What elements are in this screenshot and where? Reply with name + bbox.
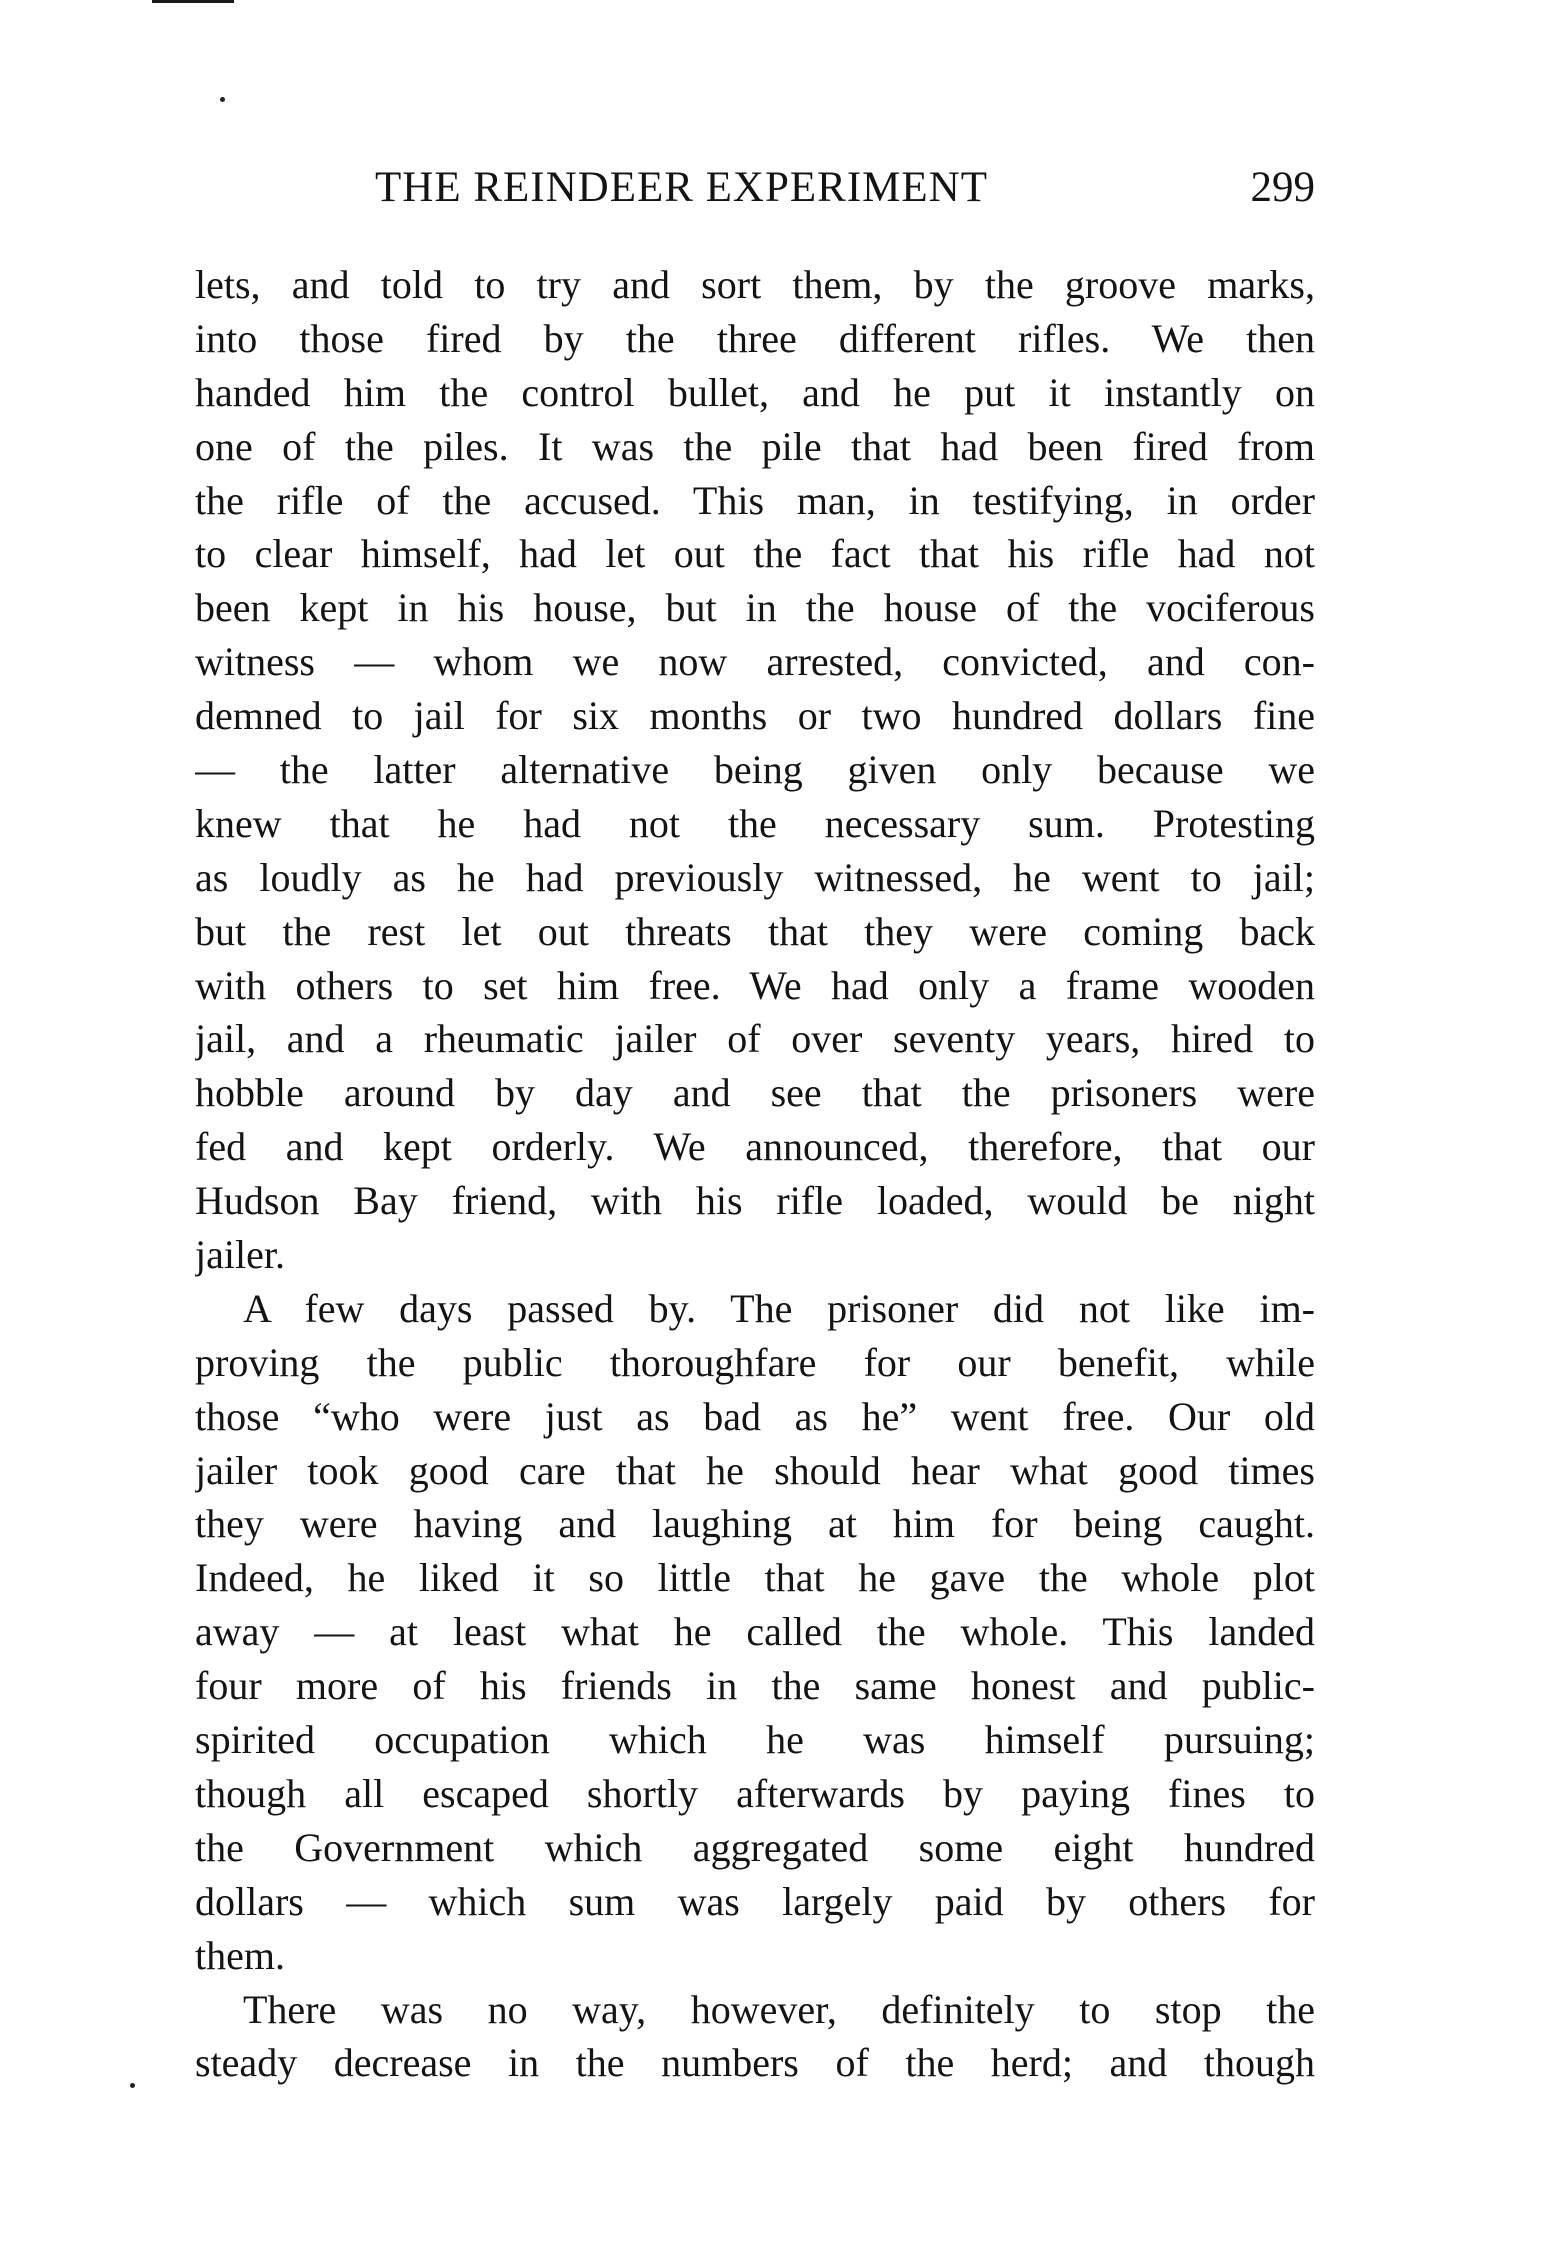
text-line: There was no way, however, definitely to stop the (243, 1986, 1315, 2032)
text-line: A few days passed by. The prisoner did not like im- (243, 1285, 1315, 1331)
text-line: spirited occupation which he was himself pursuing; (195, 1717, 1315, 1763)
text-line: jailer took good care that he should hear what good times (195, 1447, 1315, 1493)
text-line: hobble around by day and see that the prisoners were (195, 1070, 1315, 1116)
text-line: they were having and laughing at him for being caught. (195, 1501, 1315, 1547)
text-line: proving the public thoroughfare for our benefit, while (195, 1339, 1315, 1385)
text-line: though all escaped shortly afterwards by paying fines to (195, 1770, 1315, 1816)
text-line: knew that he had not the necessary sum. Protesting (195, 800, 1315, 846)
text-line: fed and kept orderly. We announced, therefore, that our (195, 1124, 1315, 1170)
text-line: Indeed, he liked it so little that he gave the whole plot (195, 1555, 1315, 1601)
text-line: lets, and told to try and sort them, by the groove marks, (195, 262, 1315, 307)
text-line: to clear himself, had let out the fact that his rifle had not (195, 531, 1315, 577)
text-line: steady decrease in the numbers of the herd; and though (195, 2040, 1315, 2086)
text-line: those “who were just as bad as he” went free. Our old (195, 1393, 1315, 1439)
text-line: one of the piles. It was the pile that had been fired from (195, 423, 1315, 469)
text-line: four more of his friends in the same honest and public- (195, 1663, 1315, 1709)
page-header (195, 163, 1315, 223)
text-line: the Government which aggregated some eight hundred (195, 1824, 1315, 1870)
text-line: but the rest let out threats that they were coming back (195, 908, 1315, 954)
body-text (195, 258, 1315, 2090)
text-line: jail, and a rheumatic jailer of over seventy years, hired to (195, 1016, 1315, 1062)
text-line: jailer. (195, 1232, 285, 1278)
text-line: them. (195, 1932, 285, 1978)
text-line: — the latter alternative being given only because we (195, 747, 1315, 793)
text-line: as loudly as he had previously witnessed, he went to jail; (195, 854, 1315, 900)
text-line: been kept in his house, but in the house of the vociferous (195, 585, 1315, 631)
page-number: 299 (1250, 164, 1315, 211)
text-line: handed him the control bullet, and he put it instantly on (195, 369, 1315, 415)
speck (220, 97, 225, 102)
text-line: Hudson Bay friend, with his rifle loaded, would be night (195, 1178, 1315, 1224)
text-line: demned to jail for six months or two hundred dollars fine (195, 693, 1315, 739)
text-line: into those fired by the three different rifles. We then (195, 315, 1315, 361)
text-line: witness — whom we now arrested, convicted, and con- (195, 639, 1315, 685)
text-line: dollars — which sum was largely paid by others for (195, 1878, 1315, 1924)
text-line: with others to set him free. We had only a frame wooden (195, 962, 1315, 1008)
top-rule (152, 0, 234, 3)
text-line: away — at least what he called the whole. This landed (195, 1609, 1315, 1655)
text-line: the rifle of the accused. This man, in testifying, in order (195, 477, 1315, 523)
running-title: THE REINDEER EXPERIMENT (375, 164, 988, 211)
speck (130, 2083, 135, 2088)
